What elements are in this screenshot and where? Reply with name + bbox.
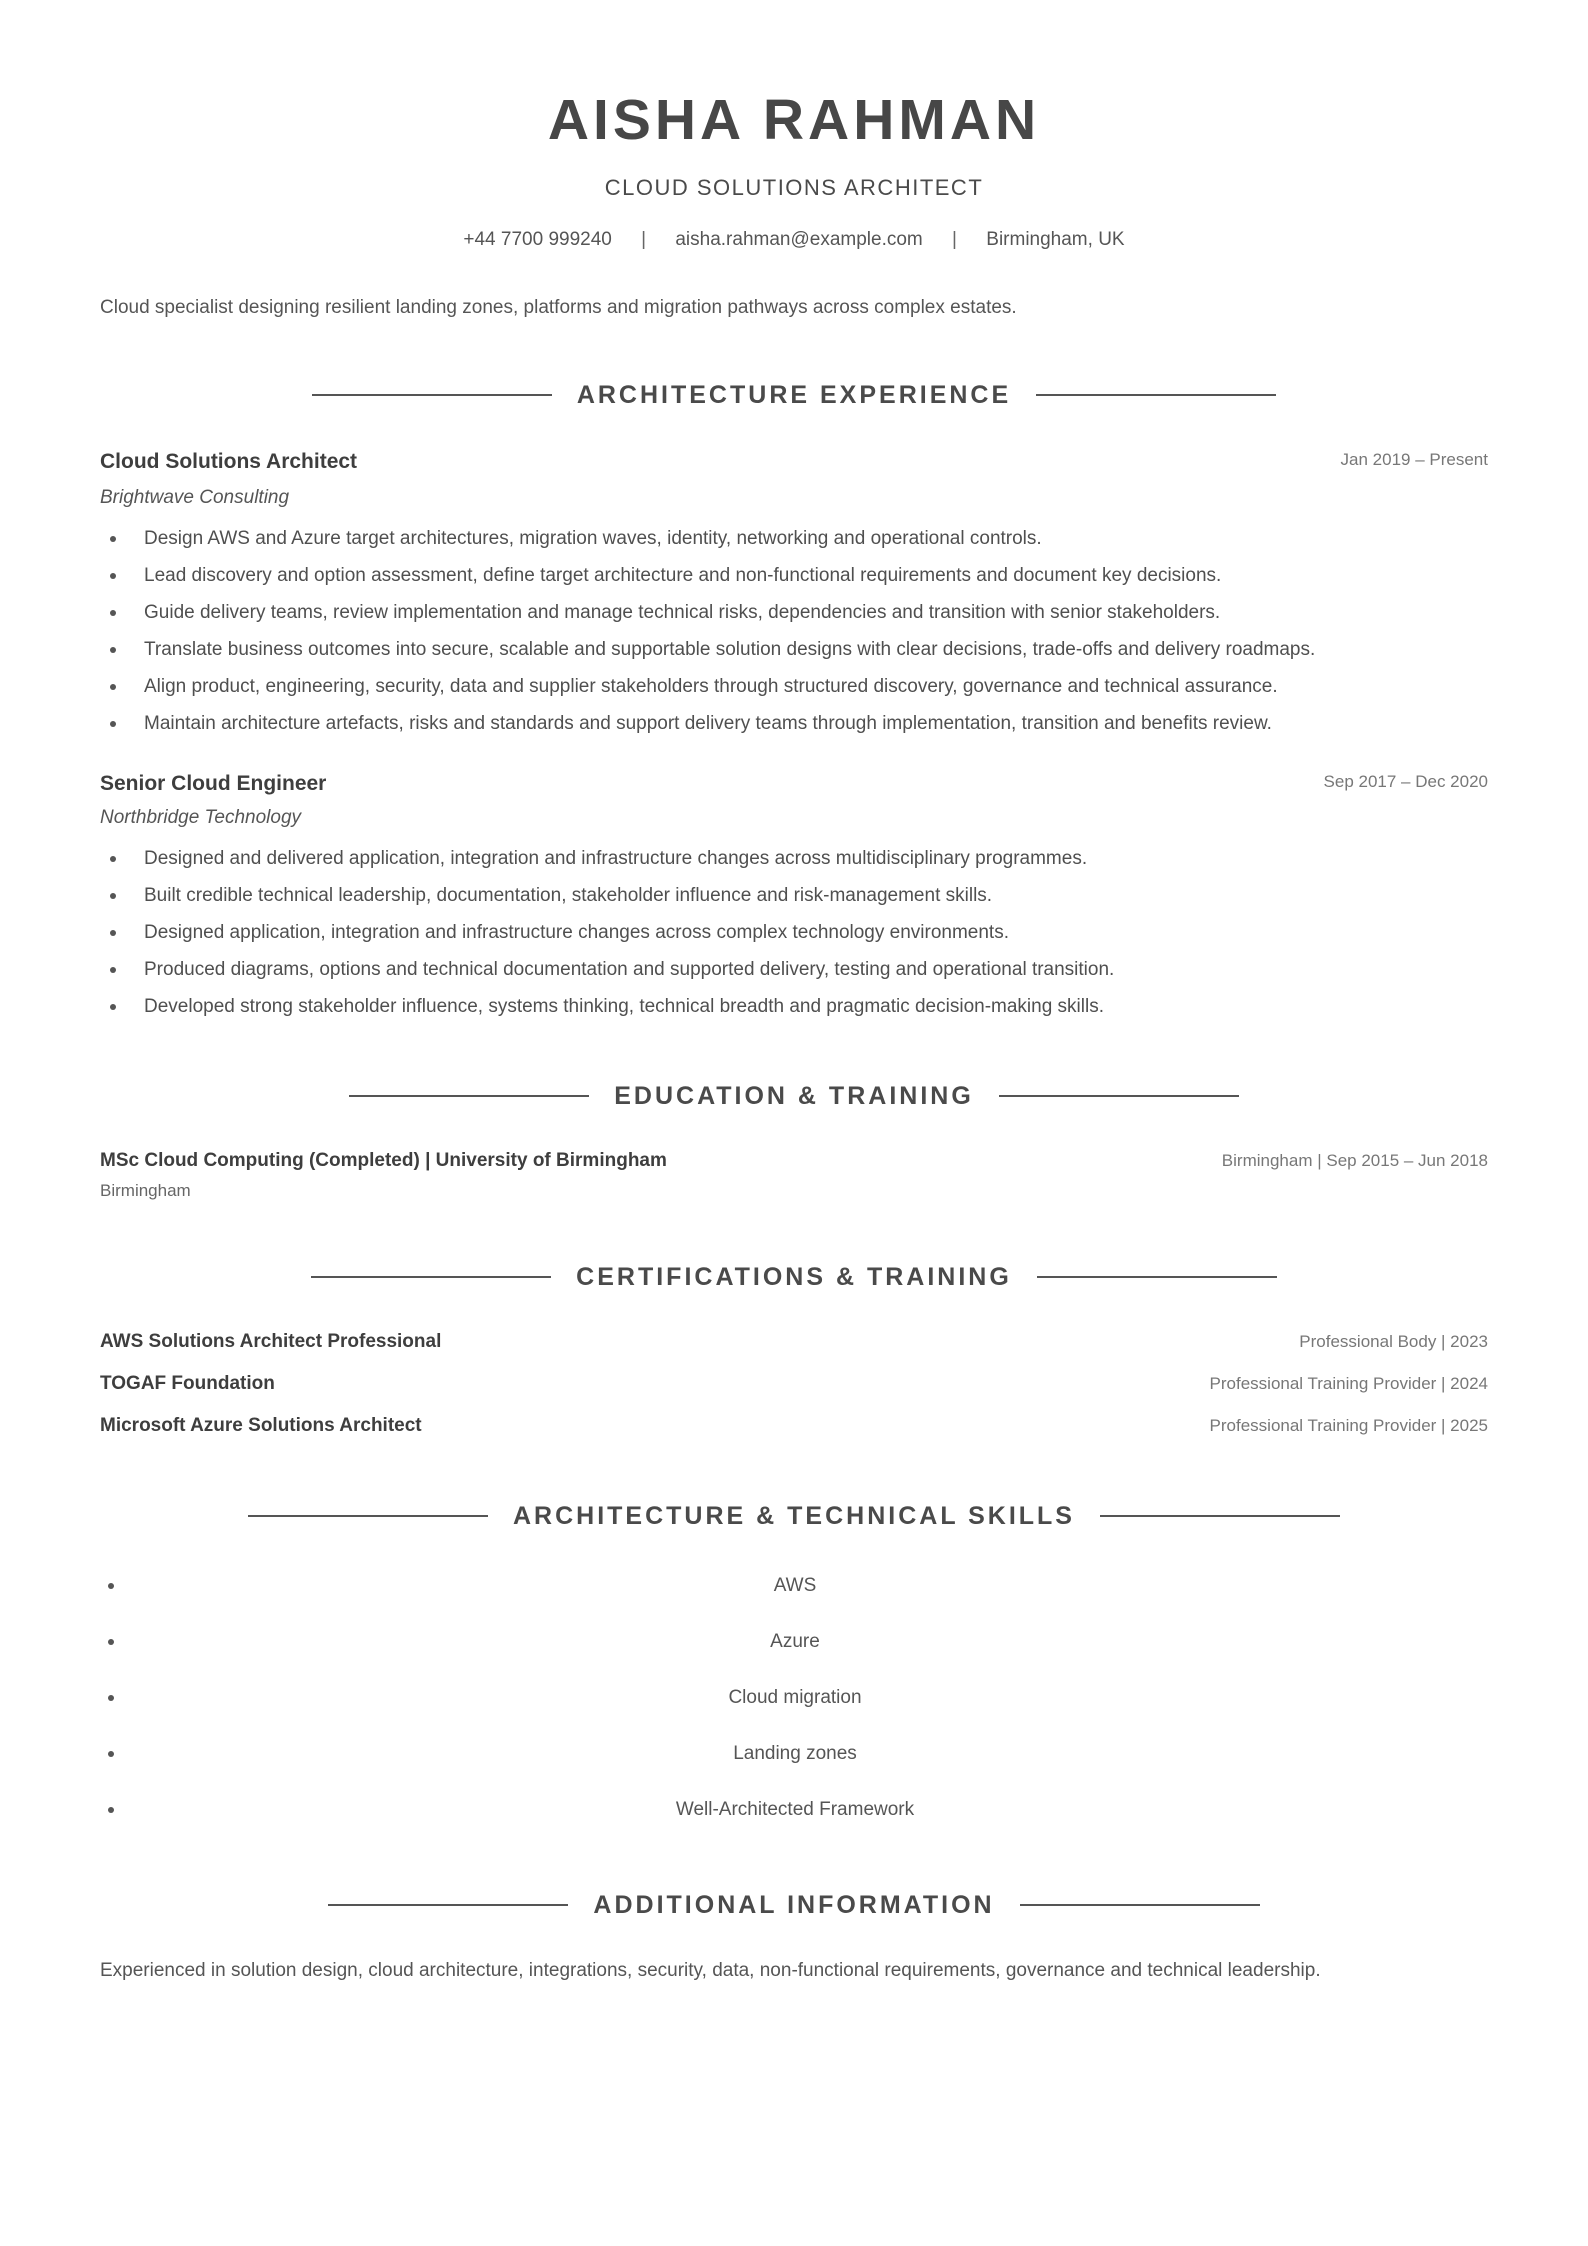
section-heading-skills <box>0 1496 1588 1536</box>
certification-meta: Professional Training Provider | 2024 <box>1209 1374 1488 1393</box>
candidate-role: CLOUD SOLUTIONS ARCHITECT <box>604 175 984 200</box>
list-item: Built credible technical leadership, documentation, stakeholder influence and risk-management skills. <box>100 877 1500 914</box>
degree-title: MSc Cloud Computing (Completed) | University of Birmingham <box>100 1150 667 1171</box>
contact-line <box>0 224 1588 256</box>
list-item: Designed and delivered application, integration and infrastructure changes across multidisciplinary programmes. <box>100 840 1500 877</box>
list-item: Align product, engineering, security, data and supplier stakeholders through structured discovery, governance and technical assurance. <box>100 668 1500 705</box>
list-item: Produced diagrams, options and technical documentation and supported delivery, testing and operational transition. <box>100 951 1500 988</box>
email-address: aisha.rahman@example.com <box>675 229 923 250</box>
skill-item: Cloud migration <box>100 1670 1490 1726</box>
certification-title: TOGAF Foundation <box>100 1373 275 1394</box>
section-heading-education <box>0 1076 1588 1116</box>
heading-rule <box>1036 394 1276 396</box>
section-heading-experience <box>0 375 1588 415</box>
job-title: Cloud Solutions Architect <box>100 450 358 473</box>
heading-rule <box>328 1904 568 1906</box>
certification-meta: Professional Body | 2023 <box>1299 1332 1488 1351</box>
section-title: CERTIFICATIONS & TRAINING <box>576 1262 1012 1291</box>
job-dates: Sep 2017 – Dec 2020 <box>1323 772 1488 791</box>
certification-title: AWS Solutions Architect Professional <box>100 1331 442 1352</box>
phone-number: +44 7700 999240 <box>463 229 612 250</box>
heading-rule <box>1037 1276 1277 1278</box>
heading-rule <box>248 1515 488 1517</box>
skill-item: Well-Architected Framework <box>100 1782 1490 1838</box>
job-title: Senior Cloud Engineer <box>100 772 327 795</box>
certification-meta: Professional Training Provider | 2025 <box>1209 1416 1488 1435</box>
job-dates: Jan 2019 – Present <box>1340 450 1488 469</box>
degree-location: Birmingham <box>100 1181 191 1200</box>
contact-separator: | <box>952 229 957 250</box>
list-item: Lead discovery and option assessment, define target architecture and non-functional requirements and document key decisions. <box>100 557 1500 594</box>
company-name: Northbridge Technology <box>100 807 302 828</box>
heading-rule <box>311 1276 551 1278</box>
skills-list <box>100 1558 1490 1838</box>
heading-rule <box>1020 1904 1260 1906</box>
degree-meta: Birmingham | Sep 2015 – Jun 2018 <box>1221 1151 1488 1170</box>
list-item: Design AWS and Azure target architectures, migration waves, identity, networking and operational controls. <box>100 520 1500 557</box>
heading-rule <box>999 1095 1239 1097</box>
candidate-name: AISHA RAHMAN <box>547 88 1041 152</box>
contact-separator: | <box>641 229 647 250</box>
list-item: Designed application, integration and infrastructure changes across complex technology environments. <box>100 914 1500 951</box>
skill-item: Landing zones <box>100 1726 1490 1782</box>
list-item: Maintain architecture artefacts, risks and standards and support delivery teams through implementation, transition and benefits review. <box>100 705 1500 742</box>
company-name: Brightwave Consulting <box>100 487 290 508</box>
profile-summary: Cloud specialist designing resilient landing zones, platforms and migration pathways across complex estates. <box>100 297 1017 318</box>
list-item: Guide delivery teams, review implementation and manage technical risks, dependencies and transition with senior stakeholders. <box>100 594 1500 631</box>
heading-rule <box>312 394 552 396</box>
section-heading-certifications <box>0 1257 1588 1297</box>
skill-item: Azure <box>100 1614 1490 1670</box>
list-item: Translate business outcomes into secure, scalable and supportable solution designs with clear decisions, trade-offs and delivery roadmaps. <box>100 631 1500 668</box>
list-item: Developed strong stakeholder influence, systems thinking, technical breadth and pragmatic decision-making skills. <box>100 988 1500 1025</box>
certification-title: Microsoft Azure Solutions Architect <box>100 1415 422 1436</box>
job-responsibilities <box>100 520 1500 742</box>
location: Birmingham, UK <box>986 229 1125 250</box>
additional-information: Experienced in solution design, cloud architecture, integrations, security, data, non-functional requirements, governance and technical leadership. <box>100 1960 1321 1981</box>
section-title: EDUCATION & TRAINING <box>614 1081 974 1110</box>
section-title: ADDITIONAL INFORMATION <box>593 1890 995 1919</box>
job-responsibilities <box>100 840 1500 1025</box>
section-title: ARCHITECTURE & TECHNICAL SKILLS <box>513 1501 1075 1530</box>
section-title: ARCHITECTURE EXPERIENCE <box>576 380 1012 409</box>
heading-rule <box>1100 1515 1340 1517</box>
skill-item: AWS <box>100 1558 1490 1614</box>
heading-rule <box>349 1095 589 1097</box>
section-heading-additional <box>0 1885 1588 1925</box>
